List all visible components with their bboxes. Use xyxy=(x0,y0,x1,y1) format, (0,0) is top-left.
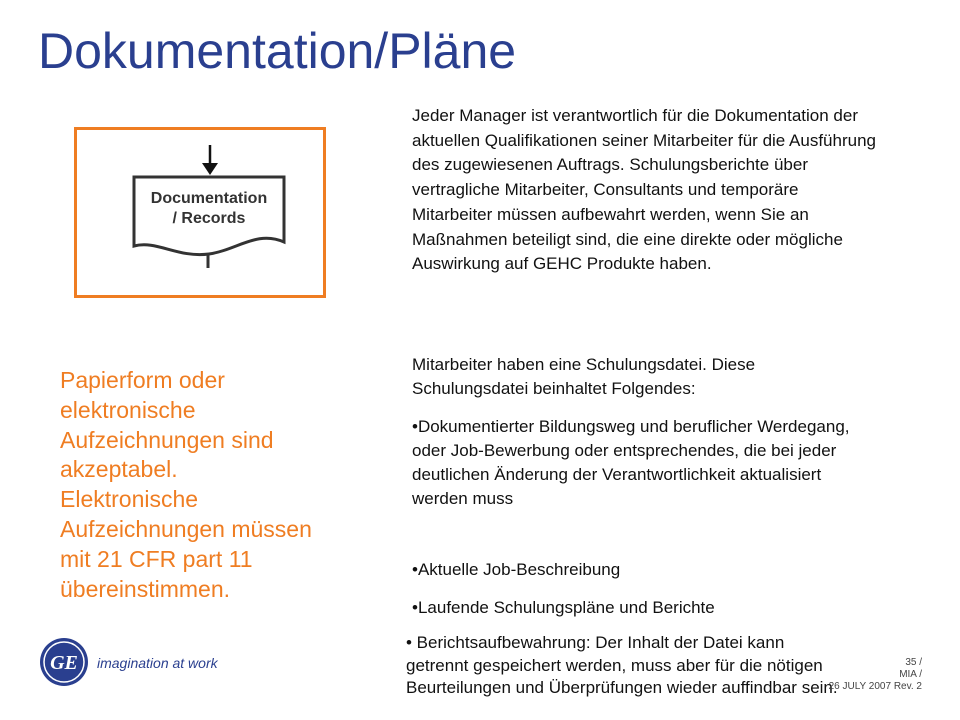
bullet-job-description: •Aktuelle Job-Beschreibung xyxy=(412,560,621,579)
training-file-paragraph: Mitarbeiter haben eine Schulungsdatei. Diese Schulungsdatei beinhaltet Folgendes: xyxy=(412,355,756,398)
tagline: imagination at work xyxy=(97,655,218,671)
intro-paragraph: Jeder Manager ist verantwortlich für die Dokumentation der aktuellen Qualifikationen seiner Mitarbeiter für die Ausführung des zugewiesenen Auftrags. Schulungsberichte über vertragliche Mitarbeiter, Consultants und temporäre Mitarbeiter müssen aufbewahrt werden, wenn Sie an Maßnahmen beteiligt sind, die eine direkte oder mögliche Auswirkung auf GEHC Produkte haben. xyxy=(412,106,876,274)
bullet-training-plans: •Laufende Schulungspläne und Berichte xyxy=(412,598,715,617)
figure-label-line1: Documentation xyxy=(150,190,268,207)
bullet-education: •Dokumentierter Bildungsweg und beruflicher Werdegang, oder Job-Bewerbung oder entsprechendes, die bei jeder deutlichen Änderung der Verantwortlichkeit aktualisiert werden muss xyxy=(412,417,850,508)
document-flowchart-icon xyxy=(77,130,323,295)
ge-logo-icon xyxy=(38,636,90,688)
documentation-records-figure xyxy=(74,127,326,298)
page-info-line1: 35 / xyxy=(905,657,922,668)
figure-label-line2: / Records xyxy=(172,210,246,227)
page-info-line2: MIA / xyxy=(899,669,922,680)
logo-text: GE xyxy=(50,652,78,674)
page-info xyxy=(790,657,922,693)
electronic-records-note: Papierform oder elektronische Aufzeichnungen sind akzeptabel. Elektronische Aufzeichnungen müssen mit 21 CFR part 11 übereinstimmen. xyxy=(60,367,312,602)
slide-title: Dokumentation/Pläne xyxy=(38,23,517,79)
bullet-record-retention: • Berichtsaufbewahrung: Der Inhalt der Datei kann getrennt gespeichert werden, muss aber für die nötigen Beurteilungen und Überprüfungen wieder auffindbar sein. xyxy=(406,633,838,697)
page-info-line3: 26 JULY 2007 Rev. 2 xyxy=(828,681,922,692)
